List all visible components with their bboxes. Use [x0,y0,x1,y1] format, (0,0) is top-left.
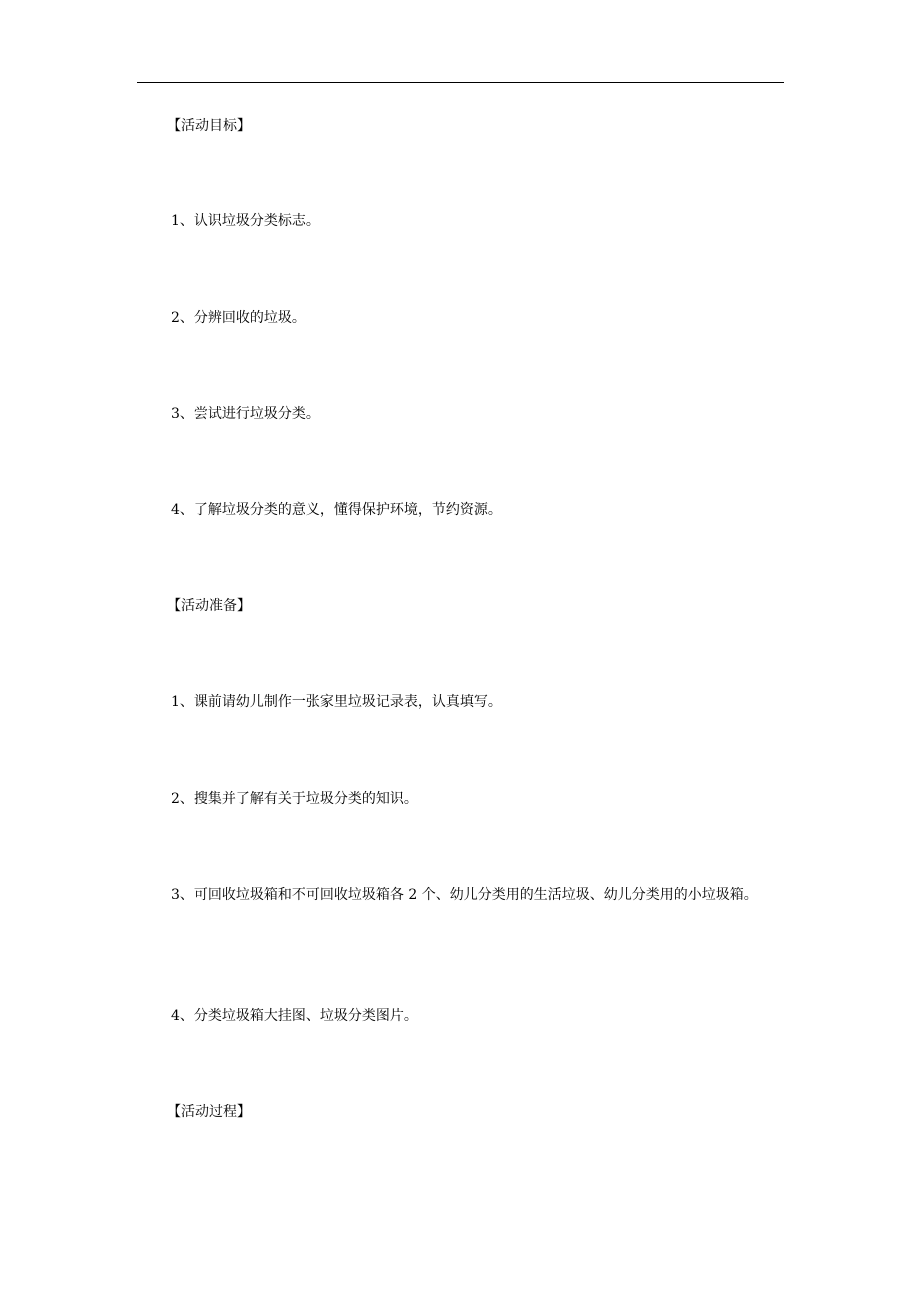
goal-item-3: 3、尝试进行垃圾分类。 [171,406,320,422]
section-heading-process: 【活动过程】 [167,1104,251,1120]
section-heading-goals: 【活动目标】 [167,118,251,134]
header-rule [137,82,784,83]
goal-item-4: 4、了解垃圾分类的意义，懂得保护环境，节约资源。 [171,502,502,518]
prep-item-2: 2、搜集并了解有关于垃圾分类的知识。 [171,791,418,807]
prep-item-1: 1、课前请幼儿制作一张家里垃圾记录表，认真填写。 [171,694,502,710]
section-heading-preparation: 【活动准备】 [167,598,251,614]
goal-item-1: 1、认识垃圾分类标志。 [171,213,320,229]
prep-item-3: 3、可回收垃圾箱和不可回收垃圾箱各 2 个、幼儿分类用的生活垃圾、幼儿分类用的小垃圾箱。 [171,887,758,903]
prep-item-4: 4、分类垃圾箱大挂图、垃圾分类图片。 [171,1008,418,1024]
goal-item-2: 2、分辨回收的垃圾。 [171,310,306,326]
